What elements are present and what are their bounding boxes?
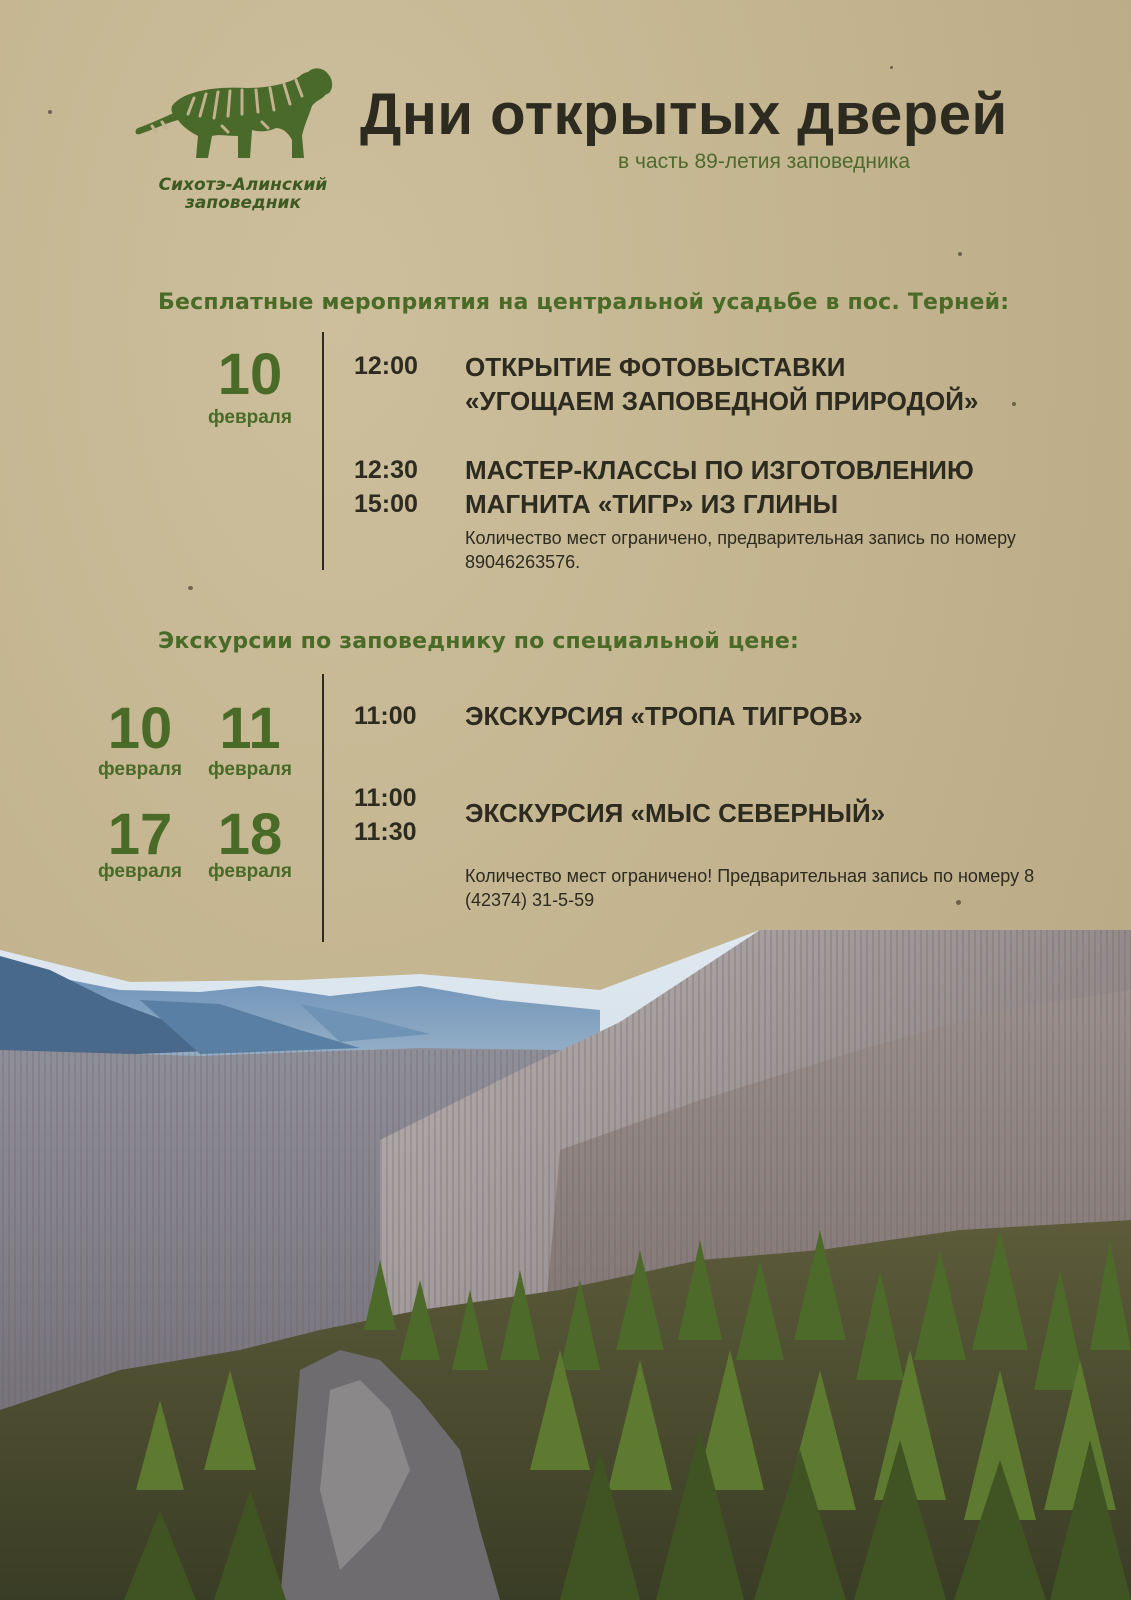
logo-text-line-1: Сихотэ-Алинский — [158, 175, 328, 195]
date-month: февраля — [98, 861, 182, 882]
tiger-icon — [132, 66, 342, 166]
event-title: МАСТЕР-КЛАССЫ ПО ИЗГОТОВЛЕНИЮ — [465, 455, 974, 485]
paper-speck — [958, 252, 962, 256]
section-heading-free-events: Бесплатные мероприятия на центральной усадьбе в пос. Терней: — [158, 290, 1010, 315]
page-subtitle: в часть 89-летия заповедника — [618, 150, 911, 173]
event-time: 11:00 — [354, 784, 417, 812]
event-title: «УГОЩАЕМ ЗАПОВЕДНОЙ ПРИРОДОЙ» — [465, 386, 979, 416]
event-title: ЭКСКУРСИЯ «МЫС СЕВЕРНЫЙ» — [465, 798, 886, 828]
page-title: Дни открытых дверей — [360, 82, 1008, 147]
section-divider — [322, 332, 324, 570]
event-time: 11:30 — [354, 818, 417, 846]
date-day: 11 — [219, 696, 281, 761]
event-time: 12:30 — [354, 456, 418, 484]
event-note: Количество мест ограничено! Предварительная запись по номеру 8 (42374) 31-5-59 — [465, 866, 1035, 910]
date-month: февраля — [208, 861, 292, 882]
date-month: февраля — [208, 407, 292, 428]
date-day: 18 — [217, 802, 283, 867]
paper-speck — [188, 586, 193, 590]
paper-speck — [1012, 402, 1016, 406]
mountain-landscape-photo — [0, 930, 1131, 1600]
section-divider — [322, 674, 324, 942]
event-note: Количество мест ограничено, предварительная запись по номеру 89046263576. — [465, 528, 1016, 572]
reserve-logo — [132, 66, 342, 216]
date-month: февраля — [98, 759, 182, 780]
paper-speck — [48, 110, 52, 114]
event-time: 15:00 — [354, 490, 418, 518]
event-time: 12:00 — [354, 352, 418, 380]
date-day: 10 — [217, 342, 283, 407]
event-title: ОТКРЫТИЕ ФОТОВЫСТАВКИ — [465, 352, 846, 382]
logo-text-line-2: заповедник — [185, 193, 301, 213]
event-time: 11:00 — [354, 702, 417, 730]
date-month: февраля — [208, 759, 292, 780]
section-heading-excursions: Экскурсии по заповеднику по специальной цене: — [158, 629, 800, 654]
event-title: МАГНИТА «ТИГР» ИЗ ГЛИНЫ — [465, 489, 839, 519]
event-title: ЭКСКУРСИЯ «ТРОПА ТИГРОВ» — [465, 701, 863, 731]
date-day: 17 — [107, 802, 173, 867]
date-day: 10 — [107, 696, 173, 761]
paper-speck — [890, 66, 893, 69]
